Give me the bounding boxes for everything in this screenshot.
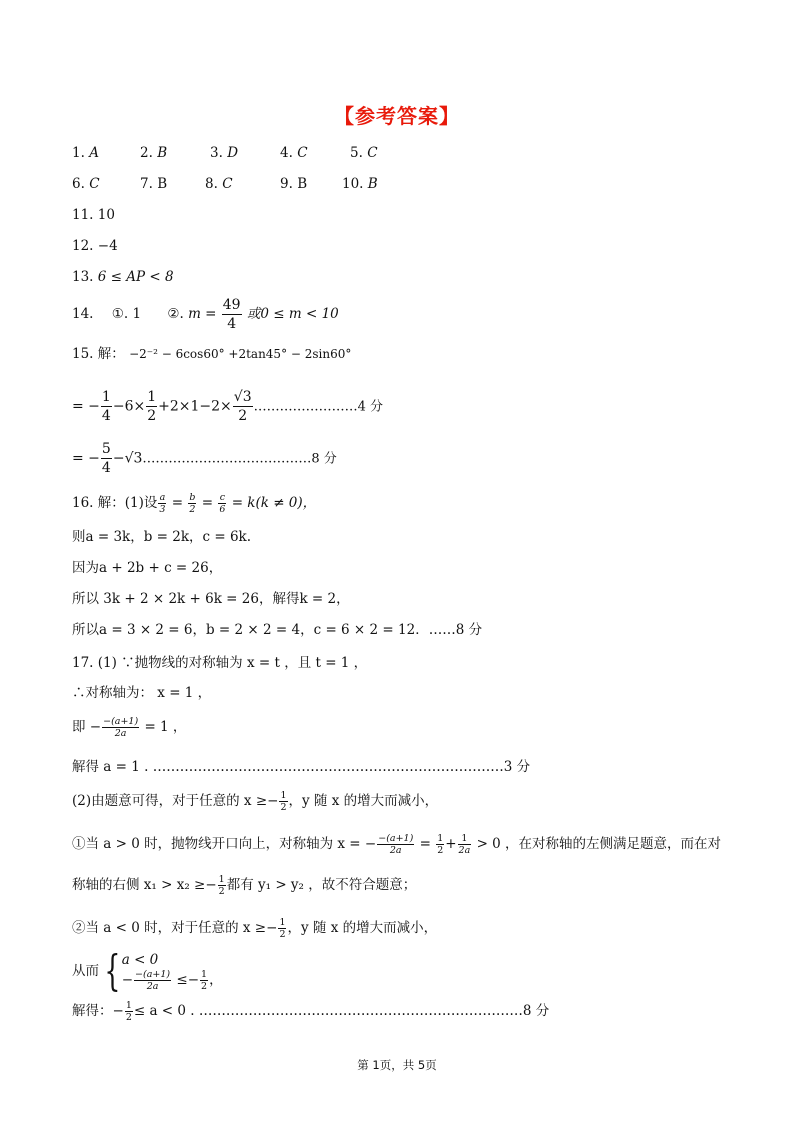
text: 称轴的右侧 x₁ > x₂ ≥− — [72, 877, 217, 893]
text: 从而 — [72, 963, 99, 979]
numerator: b — [189, 492, 196, 503]
fraction — [158, 492, 166, 515]
inequality-system — [122, 951, 223, 992]
term: +2×1−2× — [158, 398, 232, 415]
question-number: 14. — [72, 306, 94, 322]
numerator: 49 — [222, 297, 241, 313]
numerator: 1 — [218, 874, 225, 885]
denominator: 2 — [279, 929, 286, 940]
score-marker: ……………………4 分 — [253, 399, 384, 415]
plus: + — [445, 836, 457, 852]
denominator: 2 — [280, 802, 287, 813]
answer-16-line-3: 因为a + 2b + c = 26， — [72, 560, 223, 576]
answer-15-step-1 — [72, 388, 383, 425]
m-var: m = — [188, 306, 217, 322]
fraction — [102, 716, 139, 739]
answer-17-line-10 — [72, 1000, 549, 1023]
answer-13 — [72, 267, 174, 287]
numerator: 1 — [458, 833, 472, 845]
denominator: 2a — [146, 980, 159, 992]
denominator: 2 — [218, 886, 225, 897]
page-title: 【参考答案】 — [334, 104, 460, 128]
mc-answer: C — [367, 145, 378, 161]
answer-17-line-8 — [72, 917, 437, 940]
mc-number: 5. — [350, 145, 363, 161]
mc-number: 3. — [210, 145, 223, 161]
mc-answer: B — [367, 176, 378, 192]
denominator: 2a — [389, 845, 402, 856]
mc-answer: B — [157, 176, 168, 192]
denominator: 2a — [114, 728, 127, 739]
mc-number: 9. — [280, 176, 293, 192]
expression: −2⁻² − 6cos60° +2tan45° − 2sin60° — [129, 347, 352, 361]
equals: = — [419, 836, 431, 852]
mc-answer: C — [89, 176, 100, 192]
mc-answer: D — [227, 145, 239, 161]
mc-answer: B — [157, 145, 168, 161]
fraction — [101, 440, 112, 477]
text: 解得：− — [72, 1003, 124, 1019]
numerator: 1 — [437, 833, 444, 844]
fraction — [125, 1000, 133, 1023]
text: ， — [209, 971, 223, 988]
denominator: 2 — [125, 1012, 132, 1023]
fraction — [278, 917, 286, 940]
numerator: −(a+1) — [103, 716, 139, 727]
answer-16-line-5: 所以a = 3 × 2 = 6，b = 2 × 2 = 4，c = 6 × 2 = 12．……8 分 — [72, 622, 483, 638]
mc-answer: B — [297, 176, 308, 192]
numerator: c — [219, 492, 226, 503]
system-brace: { — [104, 946, 121, 995]
denominator: 2 — [201, 980, 208, 992]
answer-17-line-2: ∴对称轴为： x = 1 ， — [72, 685, 212, 701]
answer-15-head — [72, 344, 351, 364]
text: ②当 a < 0 时，对于任意的 x ≥− — [72, 920, 278, 936]
answer-12: 12. −4 — [72, 238, 118, 254]
equals: = − — [72, 450, 100, 467]
system-row-2 — [122, 969, 223, 992]
numerator: −(a+1) — [378, 833, 414, 844]
mc-number: 7. — [140, 176, 153, 192]
numerator: 1 — [101, 389, 111, 405]
denominator: 2 — [147, 408, 157, 424]
answer-17-line-6 — [72, 833, 721, 856]
system-row-1: a < 0 — [121, 951, 159, 968]
fraction — [188, 492, 196, 515]
mc-number: 1. — [72, 145, 85, 161]
text: ①当 a > 0 时，抛物线开口向上，对称轴为 x = − — [72, 836, 377, 852]
numerator: 1 — [280, 790, 287, 801]
numerator: 5 — [101, 441, 111, 457]
fraction — [146, 388, 157, 425]
fraction — [436, 833, 444, 856]
part-2-label: ②. — [167, 306, 184, 322]
denominator: 2 — [238, 408, 248, 424]
equals: = − — [72, 398, 100, 415]
fraction — [233, 388, 253, 425]
text: ，y 随 x 的增大而减小， — [287, 920, 438, 936]
text: (2)由题意可得，对于任意的 x ≥− — [72, 793, 279, 809]
numerator: a — [159, 492, 166, 503]
range: 或0 ≤ m < 10 — [246, 306, 339, 322]
answer-16-line-4: 所以 3k + 2 × 2k + 6k = 26，解得k = 2， — [72, 591, 350, 607]
mc-answer: C — [222, 176, 233, 192]
answer-16-line-1: 16. 解：(1)设 $\frac{a}{3}$ = $\frac{b}{2}$ = $\frac{c}{6}$ = k(k ≠ 0)， — [72, 492, 317, 515]
numerator: −(a+1) — [135, 968, 171, 980]
numerator: 1 — [201, 968, 208, 980]
mc-number: 6. — [72, 176, 85, 192]
answer-17-line-1: 17. (1) ∵抛物线的对称轴为 x = t ，且 t = 1 ， — [72, 655, 368, 671]
minus: − — [121, 971, 134, 988]
mc-answer: C — [297, 145, 308, 161]
fraction — [218, 874, 226, 897]
fraction — [458, 833, 472, 856]
text: > 0 ，在对称轴的左侧满足题意，而在对 — [476, 836, 722, 852]
answer-16-line-2: 则a = 3k，b = 2k，c = 6k. — [72, 529, 252, 545]
denominator: 3 — [159, 504, 166, 515]
answer-17-line-5 — [72, 790, 438, 813]
answer-15-step-2 — [72, 440, 337, 477]
text: ，y 随 x 的增大而减小， — [288, 793, 439, 809]
inequality: 6 ≤ AP < 8 — [97, 269, 174, 285]
fraction — [279, 790, 287, 813]
answer-17-line-4: 解得 a = 1 . ……………………………………………………………………3 分 — [72, 759, 531, 775]
part-1: ①. 1 — [111, 306, 142, 322]
fraction — [134, 969, 171, 992]
inequality: ≤− — [176, 971, 200, 988]
denominator: 6 — [219, 504, 226, 515]
denominator: 4 — [227, 316, 237, 332]
mc-number: 4. — [280, 145, 293, 161]
mc-answer: A — [89, 145, 99, 161]
question-number: 13. — [72, 269, 94, 285]
text: ≤ a < 0 . ………………………………………………………………8 分 — [133, 1003, 550, 1019]
mc-number: 2. — [140, 145, 153, 161]
denominator: 2 — [437, 845, 444, 856]
question-label: 15. 解： — [72, 346, 125, 362]
mc-number: 8. — [205, 176, 218, 192]
fraction — [218, 492, 226, 515]
answer-17-line-7 — [72, 874, 416, 897]
denominator: 4 — [101, 460, 111, 476]
numerator: 1 — [147, 389, 157, 405]
denominator: 2 — [189, 504, 196, 515]
label: 即 − — [72, 719, 102, 735]
answer-14 — [72, 296, 339, 333]
denominator: 2a — [458, 845, 471, 856]
equation: = k(k ≠ 0)， — [231, 495, 317, 511]
mc-number: 10. — [342, 176, 364, 192]
numerator: 1 — [279, 917, 286, 928]
term: −6× — [112, 398, 146, 415]
fraction — [377, 833, 414, 856]
question-label: 16. 解：(1)设 — [72, 495, 158, 511]
answer-11: 11. 10 — [72, 207, 115, 223]
page-footer: 第 1页，共 5页 — [357, 1058, 437, 1072]
denominator: 4 — [101, 408, 111, 424]
term: −√3 — [112, 450, 143, 467]
numerator: 1 — [125, 1000, 132, 1011]
fraction — [200, 969, 208, 992]
score-marker: …………………………………8 分 — [142, 451, 337, 467]
fraction — [222, 296, 242, 333]
fraction — [101, 388, 112, 425]
numerator: √3 — [233, 389, 252, 405]
equation: = 1 ， — [144, 719, 187, 735]
text: 都有 y₁ > y₂ ，故不符合题意； — [226, 877, 417, 893]
answer-17-line-3 — [72, 716, 186, 739]
answer-17-line-9 — [72, 946, 223, 995]
